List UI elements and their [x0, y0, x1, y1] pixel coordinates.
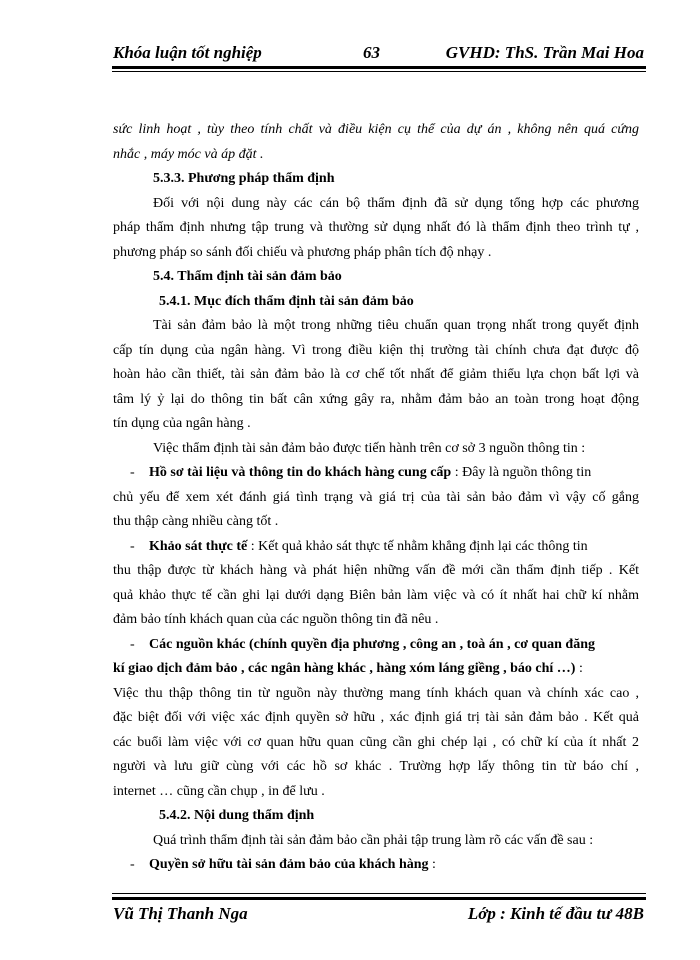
paragraph-line: phương pháp so sánh đối chiếu và phương pháp phân tích độ nhạy . [113, 244, 492, 260]
page-body [113, 118, 639, 878]
paragraph-line: thu thập càng nhiều càng tốt . [113, 514, 279, 529]
paragraph-line: Việc thẩm định tài sản đảm bảo được tiến hành trên cơ sở 3 nguồn thông tin : [153, 440, 586, 456]
bullet-term: kí giao dịch đảm bảo , các ngân hàng khác , hàng xóm láng giềng , báo chí …) [113, 661, 576, 676]
header-rule-thin [112, 71, 646, 72]
header-page-number: 63 [363, 43, 380, 62]
paragraph-line: cấp tín dụng của ngân hàng. Vì trong điều kiện thị trường tài chính chưa đạt được độ [113, 342, 639, 358]
paragraph-line: đặc biệt đối với việc xác định quyền sở hữu , xác định giá trị tài sản đảm bảo . Kết quả [113, 710, 639, 725]
bullet-text: : [428, 857, 436, 872]
section-heading-5-3-3: 5.3.3. Phương pháp thẩm định [153, 171, 335, 186]
paragraph-line: sức linh hoạt , tùy theo tính chất và điều kiện cụ thể của dự án , không nên quá cứng [113, 122, 639, 137]
bullet-line [113, 657, 639, 682]
paragraph-line: Quá trình thẩm định tài sản đảm bảo cần phải tập trung làm rõ các vấn đề sau : [153, 832, 594, 848]
header-thesis-title: Khóa luận tốt nghiệp [113, 43, 262, 62]
bullet-dash: - [130, 538, 135, 554]
paragraph-line: nhắc , máy móc và áp đặt . [113, 146, 264, 162]
paragraph-line: chủ yếu để xem xét đánh giá tình trạng và giá trị của tài sản bảo đảm vì vậy cố gắng [113, 489, 639, 505]
paragraph-line: tâm lý ỷ lại do thông tin bất cân xứng gây ra, nhằm đảm bảo an toàn trong hoạt động [113, 391, 639, 407]
bullet-term: Hồ sơ tài liệu và thông tin do khách hàng cung cấp [149, 465, 452, 480]
footer-class: Lớp : Kinh tế đầu tư 48B [467, 904, 644, 923]
paragraph-line: internet … cũng cần chụp , in để lưu . [113, 783, 325, 799]
page-header [113, 41, 644, 67]
page-footer [113, 902, 644, 928]
paragraph-line: người và lưu giữ cùng với các hồ sơ khác . Trường hợp lấy thông tin từ báo chí , [113, 759, 639, 774]
bullet-term: Các nguồn khác (chính quyền địa phương , công an , toà án , cơ quan đăng [149, 636, 595, 652]
bullet-dash: - [130, 857, 135, 872]
paragraph-line: pháp thẩm định nhưng tập trung và thường sử dụng nhất đó là thẩm định theo trình tự , [113, 220, 639, 235]
paragraph-line: quả khảo thực tế cần ghi lại dưới dạng Biên bản làm việc và có ít nhất hai chữ kí nhằm [113, 587, 639, 603]
bullet-term: Khảo sát thực tế [149, 538, 248, 554]
paragraph-line: các buổi làm việc với cơ quan hữu quan cũng cần ghi chép lại , có chữ kí của ít nhất 2 [113, 734, 639, 750]
bullet-term: Quyền sở hữu tài sản đảm bảo của khách hàng [149, 857, 429, 872]
bullet-line [113, 535, 639, 560]
bullet-text: : Kết quả khảo sát thực tế nhằm khẳng định lại các thông tin [247, 538, 588, 554]
footer-rule-thin [112, 893, 646, 894]
section-heading-5-4-2: 5.4.2. Nội dung thẩm định [159, 808, 315, 823]
bullet-dash: - [130, 465, 135, 480]
paragraph-line: tín dụng của ngân hàng . [113, 416, 251, 431]
section-heading-5-4: 5.4. Thẩm định tài sản đảm bảo [153, 269, 342, 284]
bullet-dash: - [130, 636, 135, 652]
footer-rule-thick [112, 897, 646, 900]
footer-author: Vũ Thị Thanh Nga [113, 904, 248, 923]
bullet-line [113, 633, 639, 658]
header-supervisor: GVHD: ThS. Trần Mai Hoa [445, 43, 644, 62]
bullet-text: : Đây là nguồn thông tin [451, 465, 592, 480]
paragraph-line: Tài sản đảm bảo là một trong những tiêu chuẩn quan trọng nhất trong quyết định [153, 318, 639, 333]
paragraph-line: đảm bảo tính khách quan của các nguồn thông tin đã nêu . [113, 612, 439, 627]
paragraph-line: thu thập được từ khách hàng và phát hiện những vấn đề mới cần thẩm định tiếp . Kết [113, 563, 639, 578]
paragraph-line: Việc thu thập thông tin từ nguồn này thường mang tính khách quan và chính xác cao , [113, 685, 639, 701]
paragraph-line: hoàn hảo cần thiết, tài sản đảm bảo là cơ chế tốt nhất để giảm thiểu lựa chọn bất lợi và [113, 367, 639, 382]
header-rule-thick [112, 66, 646, 69]
bullet-text: : [575, 661, 583, 676]
bullet-line [113, 853, 639, 878]
section-heading-5-4-1: 5.4.1. Mục đích thẩm định tài sản đảm bảo [159, 293, 414, 309]
bullet-line [113, 461, 639, 486]
paragraph-line: Đối với nội dung này các cán bộ thẩm định đã sử dụng tổng hợp các phương [153, 195, 639, 211]
